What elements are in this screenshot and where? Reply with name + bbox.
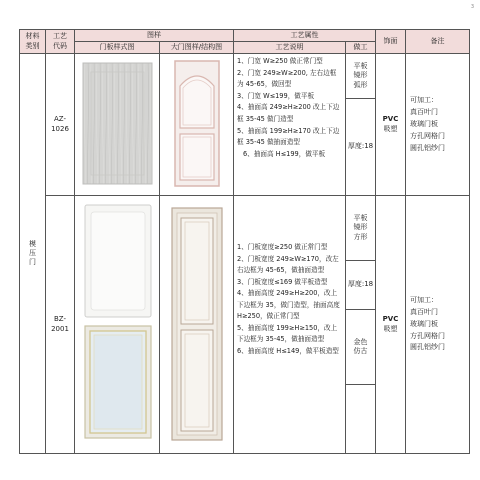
header-process-description: 工艺说明 [234,42,346,54]
material-category-cell: 模 压 门 [20,54,46,454]
thickness-bz2001: 厚度:18 [346,260,376,310]
door-style-image-az1026 [75,54,160,196]
door-style-image-bz2001 [75,196,160,454]
color-bz2001: 金色 仿古 [346,310,376,385]
description-bz2001: 1、门板宽度≥250 做正常门型 2、门板宽度 249≥W≥170，改左右边框为 45-65，做抽面造型 3、门板宽度≤169 做平板造型 4、抽面高度 249≥H≥200，改上下边框为 35，做门造型，抽面高度 H≥250，做正常门型 5、抽面高度 199≥H≥150，改上下边框为 35-45，做抽面造型 6、抽面高度 H≤149，做平板造型 [234,196,346,454]
craft-empty-bz2001 [346,385,376,454]
spec-table [19,29,470,454]
table-row-bz2001-a [20,196,470,260]
header-pattern: 图样 [75,30,234,42]
finish-bz2001: PVC 吸塑 [376,196,406,454]
page-number: 3 [470,4,474,10]
thickness-az1026: 厚度:18 [346,98,376,195]
description-az1026: 1、门宽 W≥250 做正常门型 2、门宽 249≥W≥200, 左右边框为 45-65，做回型 3、门宽 W≤199，做平板 4、抽面高 249≥H≥200 改上下边框 35-45 做门造型 5、抽面高 199≥H≥170 改上下边框 35-45 做抽面造型 6、抽面高 H≤199，做平板 [234,54,346,196]
large-door-image-bz2001 [160,196,234,454]
table-row-az1026-a [20,54,470,99]
finish-az1026: PVC 吸塑 [376,54,406,196]
door-panels-white-image [75,198,160,448]
craft-bz2001: 平板 镜形 方形 [346,196,376,260]
header-material-category: 材料 类别 [20,30,46,54]
code-cell-bz2001: BZ- 2001 [46,196,75,454]
header-process-attributes: 工艺属性 [234,30,376,42]
remarks-bz2001: 可加工： 真百叶门 玻璃门板 方孔网格门 圆孔铝纱门 [406,196,470,454]
header-craft: 做工 [346,42,376,54]
header-row-1 [20,30,470,42]
header-process-code: 工艺 代码 [46,30,75,54]
large-door-image-az1026 [160,54,234,196]
header-large-door-image: 大门图样/结构图 [160,42,234,54]
code-cell-az1026: AZ- 1026 [46,54,75,196]
remarks-az1026: 可加工： 真百叶门 玻璃门板 方孔网格门 圆孔铝纱门 [406,54,470,196]
header-remarks: 备注 [406,30,470,54]
header-door-style-image: 门板样式图 [75,42,160,54]
header-finish: 饰面 [376,30,406,54]
door-structure-tall-image [160,198,234,448]
door-structure-pink-image [160,56,234,191]
door-panel-gray-image [75,56,160,191]
craft-az1026: 平板 镜形 弧形 [346,54,376,99]
